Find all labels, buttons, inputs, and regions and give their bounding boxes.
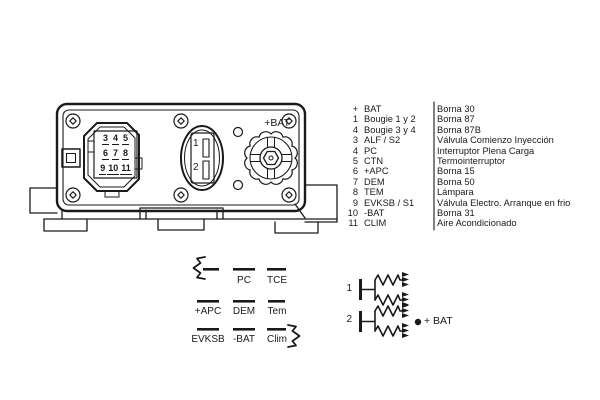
- schematic-terminal2-label: 2: [346, 314, 352, 325]
- pin-3: 3: [102, 133, 108, 143]
- bat-stud-label: +BAT: [264, 117, 290, 129]
- screw-icon: [282, 188, 296, 202]
- screw-icon: [174, 188, 188, 202]
- terminal-label-apc: +APC: [194, 306, 222, 317]
- connector2-pin2-label: 2: [193, 162, 199, 173]
- terminal-bar: [233, 300, 255, 303]
- bracket-tab-right: [275, 222, 318, 233]
- terminal-bar: [267, 328, 286, 331]
- pin-9: 9: [100, 163, 106, 173]
- terminal-label-bat: -BAT: [232, 334, 256, 345]
- glow-plug-resistor: [375, 295, 402, 305]
- connector2-pin1-label: 1: [193, 138, 199, 149]
- connector-2pin: [181, 126, 223, 190]
- plug-tip-icon: [402, 323, 409, 338]
- glow-plug-resistor: [375, 275, 402, 285]
- blade-pin-2: [203, 161, 209, 179]
- terminal-label-clim: Clim: [267, 334, 287, 345]
- pinout-legend: [340, 0, 598, 240]
- legend-row: 10 -BAT Borna 31: [347, 208, 475, 218]
- pin-row-3: [94, 163, 137, 175]
- glow-plug-schematic: [359, 272, 421, 338]
- terminal-label-dem: DEM: [232, 306, 256, 317]
- schematic-bat-label: + BAT: [424, 315, 453, 327]
- pin-4: 4: [112, 133, 118, 143]
- screw-icon: [66, 188, 80, 202]
- bat-power-stud: [245, 132, 298, 185]
- glow-plug-resistor: [375, 326, 402, 336]
- pin-row-2: [94, 148, 137, 160]
- pin-10: 10: [108, 163, 119, 173]
- face-holes: [234, 128, 243, 190]
- terminal-label-tce: TCE: [267, 275, 287, 286]
- legend-row: 8 TEM Lámpara: [352, 187, 474, 197]
- terminal-bar: [197, 300, 219, 303]
- hex-nut-icon: [264, 152, 279, 165]
- terminal-bar: [233, 328, 255, 331]
- terminal-label-evksb: EVKSB: [191, 334, 225, 345]
- plug-tip-icon: [402, 303, 409, 318]
- legend-row: 1 Bougie 1 y 2 Borna 87: [352, 114, 475, 124]
- legend-row: 4 Bougie 3 y 4 Borna 87B: [352, 125, 481, 135]
- mounting-bracket: [30, 185, 337, 233]
- legend-row: 7 DEM Borna 50: [352, 177, 475, 187]
- blade-pin-1: [203, 139, 209, 157]
- pin-8: 8: [123, 148, 129, 158]
- bracket-tab-left: [44, 219, 87, 231]
- pin-7: 7: [112, 148, 118, 158]
- legend-row: 4 PC Interruptor Plena Carga: [352, 146, 535, 156]
- glow-plug-resistor: [375, 306, 402, 316]
- bracket-tab-center: [158, 219, 204, 230]
- screw-icon: [174, 114, 188, 128]
- pin-row-1: [94, 133, 137, 145]
- schematic-terminal1-label: 1: [346, 283, 352, 294]
- terminal-label-pc: PC: [237, 275, 251, 286]
- pin-5: 5: [123, 133, 129, 143]
- terminal-bar: [267, 268, 286, 271]
- pin-6: 6: [102, 148, 108, 158]
- terminal-bar: [268, 300, 285, 303]
- legend-row: 5 CTN Termointerruptor: [352, 156, 506, 166]
- side-square-window: [62, 149, 80, 167]
- terminal-label-tem: Tem: [267, 306, 287, 317]
- bat-node-dot: [415, 319, 421, 325]
- legend-row: 11 CLIM Aire Acondicionado: [348, 218, 517, 228]
- screw-icon: [66, 114, 80, 128]
- legend-row: 6 +APC Borna 15: [352, 166, 475, 176]
- legend-row: 9 EVKSB / S1 Válvula Electro. Arranque en frio: [352, 198, 571, 208]
- terminal-bar: [197, 328, 219, 331]
- terminal-bar: [233, 268, 255, 271]
- legend-row: 3 ALF / S2 Válvula Comienzo Inyección: [352, 135, 554, 145]
- plug-tip-icon: [402, 272, 409, 287]
- legend-row: + BAT Borna 30: [352, 104, 475, 114]
- terminal-bar: [203, 268, 219, 271]
- pin-11: 11: [121, 163, 131, 173]
